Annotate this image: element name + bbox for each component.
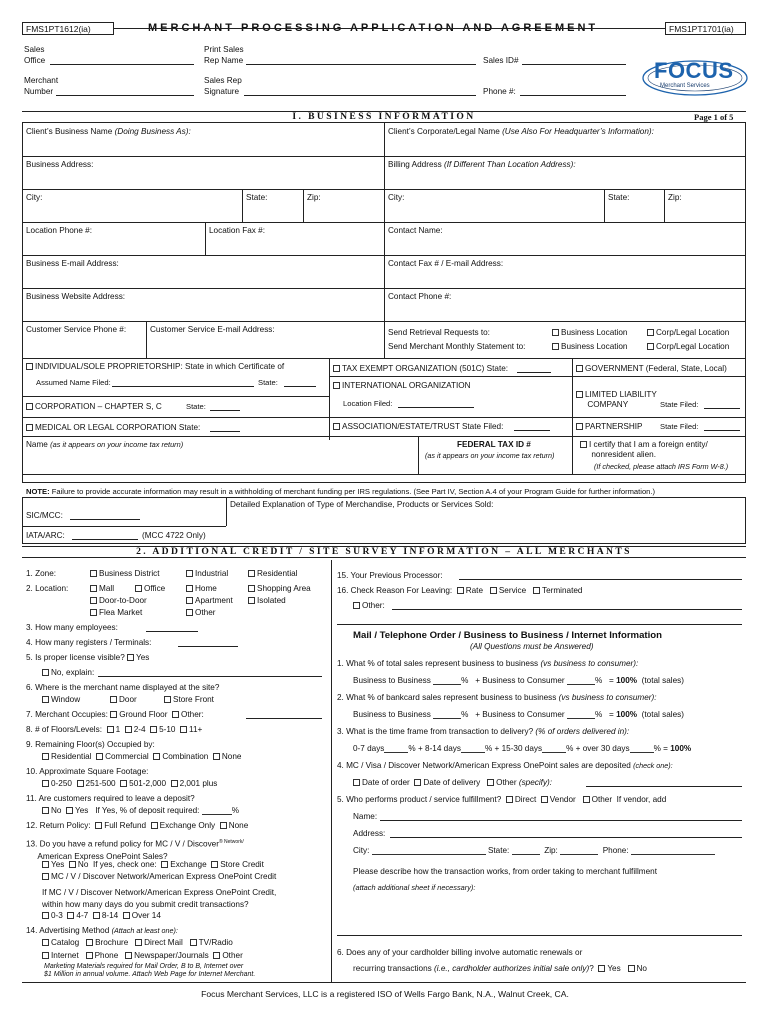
q10-sqft: 10. Approximate Square Footage: xyxy=(26,767,149,776)
checkbox-icon[interactable] xyxy=(90,609,97,616)
m4-question: 4. MC / Visa / Discover Network/American Express OnePoint sales are deposited (check one): xyxy=(337,761,673,770)
entity-tax-exempt[interactable]: TAX EXEMPT ORGANIZATION (501C) State: xyxy=(333,364,508,373)
federal-tax-sub: (as it appears on your income tax return) xyxy=(425,451,555,460)
billing-state-label: State: xyxy=(608,193,630,202)
q13-refund: 13. Do you have a refund policy for MC / V / Discover$^{® Network/}$ American Express OnePoint Sales? xyxy=(26,839,244,861)
tax-exempt-state-field[interactable] xyxy=(517,372,551,373)
business-address-label: Business Address: xyxy=(26,160,94,169)
checkbox-icon[interactable] xyxy=(186,597,193,604)
loc-mall[interactable]: Mall xyxy=(90,584,114,593)
entity-corporation[interactable]: CORPORATION – CHAPTER S, C xyxy=(26,402,162,411)
q6-name-display: 6. Where is the merchant name displayed at the site? xyxy=(26,683,220,692)
m2-answer: Business to Business % + Business to Consumer % = 100% (total sales) xyxy=(353,710,684,719)
checkbox-icon[interactable] xyxy=(110,696,117,703)
statement-corp-location[interactable]: Corp/Legal Location xyxy=(647,342,729,351)
partnership-state-field[interactable] xyxy=(704,430,740,431)
cs-phone-label: Customer Service Phone #: xyxy=(26,325,127,334)
loc-shopping[interactable]: Shopping Area xyxy=(248,584,311,593)
checkbox-icon[interactable] xyxy=(123,912,130,919)
checkbox-icon[interactable] xyxy=(161,861,168,868)
sales-rep-signature-field[interactable] xyxy=(244,95,476,96)
website-label: Business Website Address: xyxy=(26,292,126,301)
m3-answer: 0-7 days % + 8-14 days % + 15-30 days % + over 30 days % = 100% xyxy=(353,744,692,753)
m5-question: 5. Who performs product / service fulfillment? Direct Vendor Other If vendor, add xyxy=(337,795,667,804)
corp-state-label: State: xyxy=(186,402,206,411)
loc-home[interactable]: Home xyxy=(186,584,217,593)
checkbox-icon[interactable] xyxy=(576,423,583,430)
checkbox-icon[interactable] xyxy=(42,669,49,676)
loc-door[interactable]: Door-to-Door xyxy=(90,596,147,605)
focus-logo-sub: Merchant Services xyxy=(660,83,710,89)
checkbox-icon[interactable] xyxy=(171,780,178,787)
checkbox-icon[interactable] xyxy=(127,654,134,661)
describe-label: Please describe how the transaction works, from order taking to merchant fulfillment xyxy=(353,867,657,876)
focus-logo xyxy=(640,52,750,98)
checkbox-icon[interactable] xyxy=(135,939,142,946)
billing-city-label: City: xyxy=(388,193,405,202)
mcc-4722-label: (MCC 4722 Only) xyxy=(142,531,206,540)
q4-registers: 4. How many registers / Terminals: xyxy=(26,638,152,647)
checkbox-icon[interactable] xyxy=(213,952,220,959)
loc-other[interactable]: Other xyxy=(186,608,215,617)
association-state-field[interactable] xyxy=(514,430,550,431)
checkbox-icon[interactable] xyxy=(180,726,187,733)
checkbox-icon[interactable] xyxy=(647,343,654,350)
q16-reason: 16. Check Reason For Leaving: Rate Service Terminated xyxy=(337,586,583,595)
checkbox-icon[interactable] xyxy=(576,365,583,372)
form-title: MERCHANT PROCESSING APPLICATION AND AGREEMENT xyxy=(148,22,599,34)
checkbox-icon[interactable] xyxy=(248,570,255,577)
sales-office-field[interactable] xyxy=(50,64,194,65)
contact-name-label: Contact Name: xyxy=(388,226,443,235)
assumed-state-field[interactable] xyxy=(284,386,316,387)
checkbox-icon[interactable] xyxy=(353,602,360,609)
location-filed-label: Location Filed: xyxy=(343,399,393,408)
q11-options: No Yes If Yes, % of deposit required: % xyxy=(42,806,239,815)
checkbox-icon[interactable] xyxy=(42,696,49,703)
print-sales-rep-field[interactable] xyxy=(246,64,476,65)
processor-field[interactable] xyxy=(459,579,742,580)
m6-answer: recurring transactions (i.e., cardholder authorizes initial sale only)? Yes No xyxy=(353,964,647,973)
checkbox-icon[interactable] xyxy=(42,807,49,814)
foreign-entity-check[interactable]: I certify that I am a foreign entity/ nonresident alien. xyxy=(580,440,708,460)
occupies-other-field[interactable] xyxy=(246,718,322,719)
send-retrieval-label: Send Retrieval Requests to: xyxy=(388,328,490,337)
cs-email-label: Customer Service E-mail Address: xyxy=(150,325,275,334)
checkbox-icon[interactable] xyxy=(86,939,93,946)
checkbox-icon[interactable] xyxy=(647,329,654,336)
checkbox-icon[interactable] xyxy=(506,796,513,803)
zip-label: Zip: xyxy=(307,193,321,202)
q13-if: If MC / V / Discover Network/American Express OnePoint Credit, within how many days do you submit credit transactions? xyxy=(42,888,277,909)
q1-zone-label: 1. Zone: xyxy=(26,569,57,578)
partnership-state-label: State Filed: xyxy=(660,422,699,431)
entity-llc[interactable]: LIMITED LIABILITY COMPANY xyxy=(576,390,657,410)
m3-question: 3. What is the time frame from transaction to delivery? (% of orders delivered in): xyxy=(337,727,630,736)
checkbox-icon[interactable] xyxy=(186,609,193,616)
assumed-name-label: Assumed Name Filed: xyxy=(36,378,111,387)
m1-answer: Business to Business % + Business to Consumer % = 100% (total sales) xyxy=(353,676,684,685)
checkbox-icon[interactable] xyxy=(86,952,93,959)
checkbox-icon[interactable] xyxy=(42,952,49,959)
mail-order-sub: (All Questions must be Answered) xyxy=(470,642,594,651)
checkbox-icon[interactable] xyxy=(353,779,360,786)
checkbox-icon[interactable] xyxy=(69,861,76,868)
location-fax-label: Location Fax #: xyxy=(209,226,265,235)
assumed-state-label: State: xyxy=(258,378,278,387)
irs-note: NOTE: Failure to provide accurate information may result in a withholding of merchant funding per IRS regulations. (See Part IV, Section A.4 of your Program Guide for further information.) xyxy=(26,487,656,496)
checkbox-icon[interactable] xyxy=(213,753,220,760)
zone-business-district[interactable]: Business District xyxy=(90,569,160,578)
mail-order-title: Mail / Telephone Order / Business to Business / Internet Information xyxy=(353,630,663,641)
print-sales-rep-label: Print Sales Rep Name xyxy=(204,45,244,65)
checkbox-icon[interactable] xyxy=(576,391,583,398)
checkbox-icon[interactable] xyxy=(220,822,227,829)
employees-field[interactable] xyxy=(146,631,198,632)
business-email-label: Business E-mail Address: xyxy=(26,259,119,268)
checkbox-icon[interactable] xyxy=(90,597,97,604)
entity-association[interactable]: ASSOCIATION/ESTATE/TRUST State Filed: xyxy=(333,422,503,431)
checkbox-icon[interactable] xyxy=(67,912,74,919)
entity-government[interactable]: GOVERNMENT (Federal, State, Local) xyxy=(576,364,727,373)
q9-remaining: 9. Remaining Floor(s) Occupied by: xyxy=(26,740,155,749)
checkbox-icon[interactable] xyxy=(414,779,421,786)
q14-advertising: 14. Advertising Method (Attach at least one): xyxy=(26,926,178,935)
checkbox-icon[interactable] xyxy=(628,965,635,972)
checkbox-icon[interactable] xyxy=(552,343,559,350)
attach-label: (attach additional sheet if necessary): xyxy=(353,883,476,892)
entity-medical[interactable]: MEDICAL OR LEGAL CORPORATION State: xyxy=(26,423,200,432)
checkbox-icon[interactable] xyxy=(107,726,114,733)
q13-days: 0-3 4-7 8-14 Over 14 xyxy=(42,911,161,920)
checkbox-icon[interactable] xyxy=(333,365,340,372)
q13-mc-credit[interactable]: MC / V / Discover Network/American Express OnePoint Credit xyxy=(42,872,276,881)
checkbox-icon[interactable] xyxy=(583,796,590,803)
checkbox-icon[interactable] xyxy=(135,585,142,592)
q16-other[interactable]: Other: xyxy=(353,601,385,610)
q7-occupies: 7. Merchant Occupies: Ground Floor Other: xyxy=(26,710,204,719)
sic-mcc-label: SIC/MCC: xyxy=(26,511,63,520)
llc-state-filed-field[interactable] xyxy=(704,408,740,409)
contact-fax-label: Contact Fax # / E-mail Address: xyxy=(388,259,504,268)
billing-address-label: Billing Address (If Different Than Location Address): xyxy=(388,160,576,169)
name-tax-label: Name (as it appears on your income tax return) xyxy=(26,440,184,449)
q11-deposit: 11. Are customers required to leave a deposit? xyxy=(26,794,195,803)
m6-question: 6. Does any of your cardholder billing involve automatic renewals or xyxy=(337,948,583,957)
sales-id-label: Sales ID# xyxy=(483,56,519,65)
sales-office-label: Sales Office xyxy=(24,45,46,65)
location-phone-label: Location Phone #: xyxy=(26,226,93,235)
checkbox-icon[interactable] xyxy=(42,861,49,868)
checkbox-icon[interactable] xyxy=(533,587,540,594)
q9-options: Residential Commercial Combination None xyxy=(42,752,241,761)
entity-partnership[interactable]: PARTNERSHIP xyxy=(576,422,642,431)
checkbox-icon[interactable] xyxy=(552,329,559,336)
checkbox-icon[interactable] xyxy=(248,597,255,604)
focus-logo-text: FOCUS xyxy=(654,58,734,83)
checkbox-icon[interactable] xyxy=(150,726,157,733)
checkbox-icon[interactable] xyxy=(487,779,494,786)
describe-field[interactable] xyxy=(337,935,742,936)
checkbox-icon[interactable] xyxy=(90,570,97,577)
checkbox-icon[interactable] xyxy=(457,587,464,594)
checkbox-icon[interactable] xyxy=(186,585,193,592)
legal-name-label: Client’s Corporate/Legal Name (Use Also For Headquarter’s Information): xyxy=(388,127,654,136)
zone-residential[interactable]: Residential xyxy=(248,569,298,578)
q6-storefront[interactable]: Store Front xyxy=(164,695,214,704)
checkbox-icon[interactable] xyxy=(42,753,49,760)
federal-tax-label: FEDERAL TAX ID # xyxy=(457,440,531,449)
loc-isolated[interactable]: Isolated xyxy=(248,596,286,605)
checkbox-icon[interactable] xyxy=(153,753,160,760)
checkbox-icon[interactable] xyxy=(490,587,497,594)
billing-zip-label: Zip: xyxy=(668,193,682,202)
contact-phone-label: Contact Phone #: xyxy=(388,292,452,301)
q16-other-field[interactable] xyxy=(392,609,742,610)
checkbox-icon[interactable] xyxy=(26,363,33,370)
q2-location-label: 2. Location: xyxy=(26,584,69,593)
vendor-city-line: City: State: Zip: Phone: xyxy=(353,846,715,855)
vendor-name-field[interactable] xyxy=(380,820,742,821)
checkbox-icon[interactable] xyxy=(125,952,132,959)
checkbox-icon[interactable] xyxy=(93,912,100,919)
footer-text: Focus Merchant Services, LLC is a registered ISO of Wells Fargo Bank, N.A., Walnut Creek, CA. xyxy=(201,989,569,999)
send-statement-label: Send Merchant Monthly Statement to: xyxy=(388,342,526,351)
checkbox-icon[interactable] xyxy=(580,441,587,448)
statement-business-location[interactable]: Business Location xyxy=(552,342,627,351)
sales-rep-signature-label: Sales Rep Signature xyxy=(204,76,242,96)
checkbox-icon[interactable] xyxy=(333,423,340,430)
m1-question: 1. What % of total sales represent business to business (vs business to consumer): xyxy=(337,659,639,668)
foreign-entity-sub: (If checked, please attach IRS Form W-8.) xyxy=(594,462,729,471)
q10-options: 0-250 251-500 501-2,000 2,001 plus xyxy=(42,779,217,788)
explain-field[interactable] xyxy=(98,676,322,677)
phone-field[interactable] xyxy=(520,95,626,96)
checkbox-icon[interactable] xyxy=(211,861,218,868)
q5-no-explain[interactable]: No, explain: xyxy=(42,668,94,677)
q15-processor: 15. Your Previous Processor: xyxy=(337,571,443,580)
phone-label: Phone #: xyxy=(483,87,516,96)
checkbox-icon[interactable] xyxy=(598,965,605,972)
checkbox-icon[interactable] xyxy=(110,711,117,718)
q14-options-row2: Internet Phone Newspaper/Journals Other xyxy=(42,951,243,960)
page-number: Page 1 of 5 xyxy=(694,112,734,122)
checkbox-icon[interactable] xyxy=(77,780,84,787)
section-2-title: 2. ADDITIONAL CREDIT / SITE SURVEY INFORMATION – ALL MERCHANTS xyxy=(22,546,746,558)
m4-other-field[interactable] xyxy=(586,786,742,787)
m2-question: 2. What % of bankcard sales represent business to business (vs business to consumer): xyxy=(337,693,657,702)
entity-individual[interactable]: INDIVIDUAL/SOLE PROPRIETORSHIP: State in which Certificate of xyxy=(26,362,284,371)
q13-options: Yes No If yes, check one: Exchange Store Credit xyxy=(42,860,264,869)
m4-answer: Date of order Date of delivery Other (specify): xyxy=(353,778,552,787)
checkbox-icon[interactable] xyxy=(42,912,49,919)
checkbox-icon[interactable] xyxy=(26,403,33,410)
q3-employees: 3. How many employees: xyxy=(26,623,118,632)
loc-flea[interactable]: Flea Market xyxy=(90,608,142,617)
zone-industrial[interactable]: Industrial xyxy=(186,569,228,578)
vendor-name-label: Name: xyxy=(353,812,378,821)
checkbox-icon[interactable] xyxy=(96,753,103,760)
vendor-address-field[interactable] xyxy=(390,837,742,838)
checkbox-icon[interactable] xyxy=(42,780,49,787)
assumed-name-field[interactable] xyxy=(112,386,254,387)
checkbox-icon[interactable] xyxy=(125,726,132,733)
merchant-number-field[interactable] xyxy=(56,95,194,96)
q8-floors: 8. # of Floors/Levels: 1 2-4 5-10 11+ xyxy=(26,725,203,734)
entity-international[interactable]: INTERNATIONAL ORGANIZATION xyxy=(333,381,471,390)
merchandise-label: Detailed Explanation of Type of Merchandise, Products or Services Sold: xyxy=(230,500,494,509)
checkbox-icon[interactable] xyxy=(120,780,127,787)
checkbox-icon[interactable] xyxy=(541,796,548,803)
checkbox-icon[interactable] xyxy=(42,939,49,946)
retrieval-business-location[interactable]: Business Location xyxy=(552,328,627,337)
location-filed-field[interactable] xyxy=(398,407,474,408)
city-label: City: xyxy=(26,193,43,202)
checkbox-icon[interactable] xyxy=(190,939,197,946)
q14-options-row1: Catalog Brochure Direct Mail TV/Radio xyxy=(42,938,233,947)
q5-license: 5. Is proper license visible? Yes xyxy=(26,653,150,662)
checkbox-icon[interactable] xyxy=(90,585,97,592)
q14-marketing-note: Marketing Materials required for Mail Order, B to B, Internet over $1 Million in annual volume. Attach Web Page for Internet Merchant. xyxy=(44,963,256,978)
checkbox-icon[interactable] xyxy=(186,570,193,577)
llc-state-filed-label: State Filed: xyxy=(660,400,699,409)
vendor-address-label: Address: xyxy=(353,829,386,838)
checkbox-icon[interactable] xyxy=(66,807,73,814)
checkbox-icon[interactable] xyxy=(333,382,340,389)
checkbox-icon[interactable] xyxy=(151,822,158,829)
loc-apartment[interactable]: Apartment xyxy=(186,596,233,605)
checkbox-icon[interactable] xyxy=(95,822,102,829)
retrieval-corp-location[interactable]: Corp/Legal Location xyxy=(647,328,729,337)
dba-label: Client’s Business Name (Doing Business As): xyxy=(26,127,191,136)
iata-label: IATA/ARC: xyxy=(26,531,65,540)
iata-field[interactable] xyxy=(72,539,138,540)
sales-id-field[interactable] xyxy=(522,64,626,65)
checkbox-icon[interactable] xyxy=(42,873,49,880)
form-code-right-text: FMS1PT1701(ia) xyxy=(669,24,734,34)
q6-window[interactable]: Window xyxy=(42,695,80,704)
checkbox-icon[interactable] xyxy=(172,711,179,718)
checkbox-icon[interactable] xyxy=(164,696,171,703)
corp-state-field[interactable] xyxy=(210,410,240,411)
checkbox-icon[interactable] xyxy=(26,424,33,431)
section-1-title: I. BUSINESS INFORMATION xyxy=(22,111,746,123)
sic-mcc-field[interactable] xyxy=(70,519,140,520)
form-code-left-text: FMS1PT1612(ia) xyxy=(26,24,91,34)
checkbox-icon[interactable] xyxy=(248,585,255,592)
state-label: State: xyxy=(246,193,268,202)
registers-field[interactable] xyxy=(178,646,238,647)
q12-return: 12. Return Policy: Full Refund Exchange Only None xyxy=(26,821,249,830)
loc-office[interactable]: Office xyxy=(135,584,165,593)
q6-door[interactable]: Door xyxy=(110,695,137,704)
medical-state-field[interactable] xyxy=(210,431,240,432)
merchant-number-label: Merchant Number xyxy=(24,76,59,96)
